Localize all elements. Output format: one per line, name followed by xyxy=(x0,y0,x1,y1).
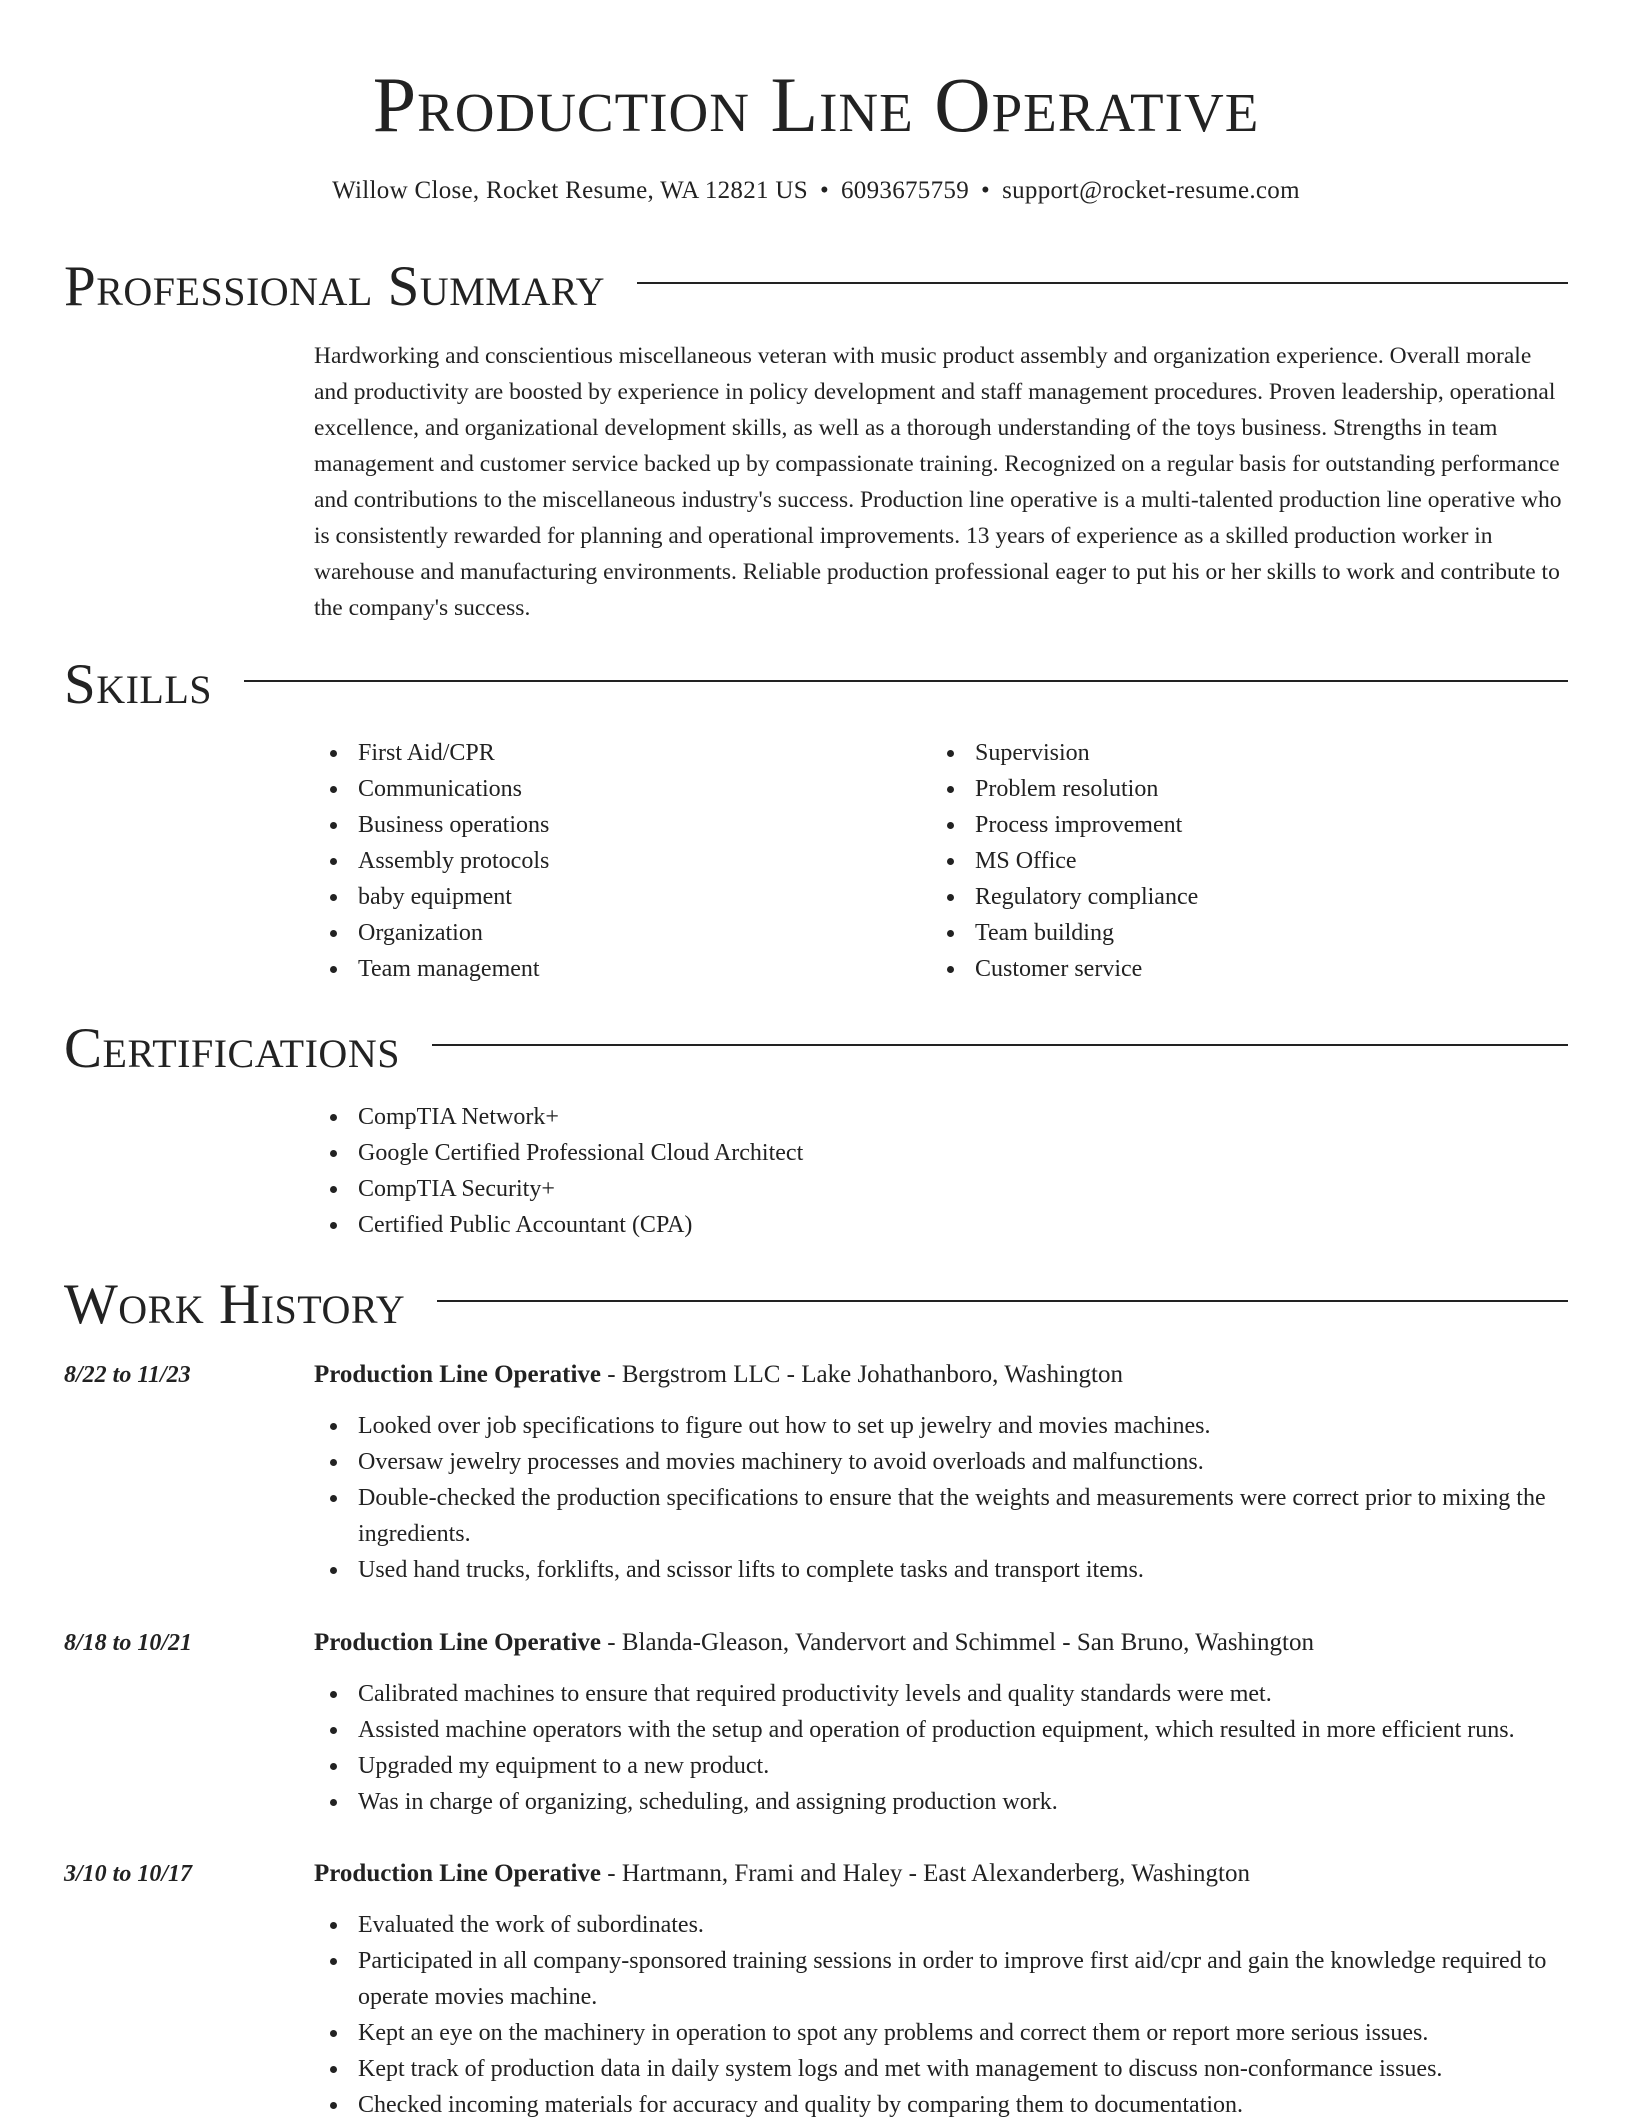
job-bullet: Kept an eye on the machinery in operation to spot any problems and correct them or report more serious issues. xyxy=(314,2015,1576,2051)
job-bullet: Assisted machine operators with the setup and operation of production equipment, which resulted in more efficient runs. xyxy=(314,1712,1576,1748)
contact-separator: • xyxy=(819,177,829,204)
skill-item: First Aid/CPR xyxy=(314,735,914,771)
summary-section-header xyxy=(64,254,1568,320)
job-bullets xyxy=(314,1408,1576,1588)
job-bullet: Was in charge of organizing, scheduling, and assigning production work. xyxy=(314,1784,1576,1820)
contact-address: Willow Close, Rocket Resume, WA 12821 US xyxy=(332,177,808,204)
contact-phone: 6093675759 xyxy=(841,177,969,204)
job-bullets xyxy=(314,1676,1576,1820)
job-bullets xyxy=(314,1907,1576,2123)
summary-section-title: Professional Summary xyxy=(64,255,606,318)
contact-separator: • xyxy=(981,177,991,204)
job-bullet: Checked incoming materials for accuracy and quality by comparing them to documentation. xyxy=(314,2087,1576,2123)
skill-item: Team building xyxy=(931,915,1531,951)
work-history-section-title: Work History xyxy=(64,1273,406,1336)
section-divider xyxy=(437,1300,1568,1302)
job-heading xyxy=(314,1357,1123,1393)
job-title: Production Line Operative xyxy=(314,1361,602,1388)
skill-item: Communications xyxy=(314,771,914,807)
job-bullet: Looked over job specifications to figure out how to set up jewelry and movies machines. xyxy=(314,1408,1576,1444)
job-bullet: Double-checked the production specifications to ensure that the weights and measurements were correct prior to mixing the ingredients. xyxy=(314,1480,1576,1552)
certifications-list xyxy=(314,1099,1568,1243)
job-title: Production Line Operative xyxy=(314,1860,602,1887)
resume-name: Production Line Operative xyxy=(372,61,1260,148)
section-divider xyxy=(432,1044,1568,1046)
job-bullet: Oversaw jewelry processes and movies machinery to avoid overloads and malfunctions. xyxy=(314,1444,1576,1480)
job-employer-location: - Hartmann, Frami and Haley - East Alexanderberg, Washington xyxy=(601,1860,1251,1887)
job-dates: 3/10 to 10/17 xyxy=(64,1861,193,1887)
job-employer-location: - Blanda-Gleason, Vandervort and Schimmel - San Bruno, Washington xyxy=(601,1629,1314,1656)
job-heading xyxy=(314,1856,1250,1892)
skills-section-title: Skills xyxy=(64,653,213,716)
certifications-section-title: Certifications xyxy=(64,1017,400,1080)
job-bullet: Kept track of production data in daily system logs and met with management to discuss non-conformance issues. xyxy=(314,2051,1576,2087)
section-divider xyxy=(637,282,1568,284)
job-dates: 8/22 to 11/23 xyxy=(64,1362,191,1388)
skill-item: Team management xyxy=(314,951,914,987)
skill-item: Regulatory compliance xyxy=(931,879,1531,915)
skill-item: Supervision xyxy=(931,735,1531,771)
job-dates: 8/18 to 10/21 xyxy=(64,1630,193,1656)
certification-item: Certified Public Accountant (CPA) xyxy=(314,1207,1568,1243)
skills-section-header xyxy=(64,652,1568,718)
work-history-section-header xyxy=(64,1272,1568,1338)
certification-item: CompTIA Network+ xyxy=(314,1099,1568,1135)
certification-item: Google Certified Professional Cloud Architect xyxy=(314,1135,1568,1171)
skill-item: Organization xyxy=(314,915,914,951)
skill-item: Business operations xyxy=(314,807,914,843)
skills-list-right xyxy=(931,735,1531,987)
skill-item: Problem resolution xyxy=(931,771,1531,807)
job-heading xyxy=(314,1625,1314,1661)
certifications-section-header xyxy=(64,1016,1568,1082)
contact-email: support@rocket-resume.com xyxy=(1002,177,1300,204)
certification-item: CompTIA Security+ xyxy=(314,1171,1568,1207)
skill-item: MS Office xyxy=(931,843,1531,879)
job-bullet: Evaluated the work of subordinates. xyxy=(314,1907,1576,1943)
skill-item: Customer service xyxy=(931,951,1531,987)
job-bullet: Calibrated machines to ensure that required productivity levels and quality standards were met. xyxy=(314,1676,1576,1712)
skills-list-left xyxy=(314,735,914,987)
section-divider xyxy=(244,680,1568,682)
skill-item: Assembly protocols xyxy=(314,843,914,879)
skill-item: Process improvement xyxy=(931,807,1531,843)
job-bullet: Used hand trucks, forklifts, and scissor lifts to complete tasks and transport items. xyxy=(314,1552,1576,1588)
job-title: Production Line Operative xyxy=(314,1629,602,1656)
job-employer-location: - Bergstrom LLC - Lake Johathanboro, Washington xyxy=(601,1361,1124,1388)
job-bullet: Participated in all company-sponsored training sessions in order to improve first aid/cpr and gain the knowledge required to operate movies machine. xyxy=(314,1943,1576,2015)
summary-text: Hardworking and conscientious miscellaneous veteran with music product assembly and organization experience. Overall morale and productivity are boosted by experience in policy development and staff management procedures. Proven leadership, operational excellence, and organizational development skills, as well as a thorough understanding of the toys business. Strengths in team management and customer service backed up by compassionate training. Recognized on a regular basis for outstanding performance and contributions to the miscellaneous industry's success. Production line operative is a multi-talented production line operative who is consistently rewarded for planning and operational improvements. 13 years of experience as a skilled production worker in warehouse and manufacturing environments. Reliable production professional eager to put his or her skills to work and contribute to the company's success. xyxy=(314,343,1562,621)
contact-line xyxy=(0,174,1632,208)
job-bullet: Upgraded my equipment to a new product. xyxy=(314,1748,1576,1784)
skill-item: baby equipment xyxy=(314,879,914,915)
